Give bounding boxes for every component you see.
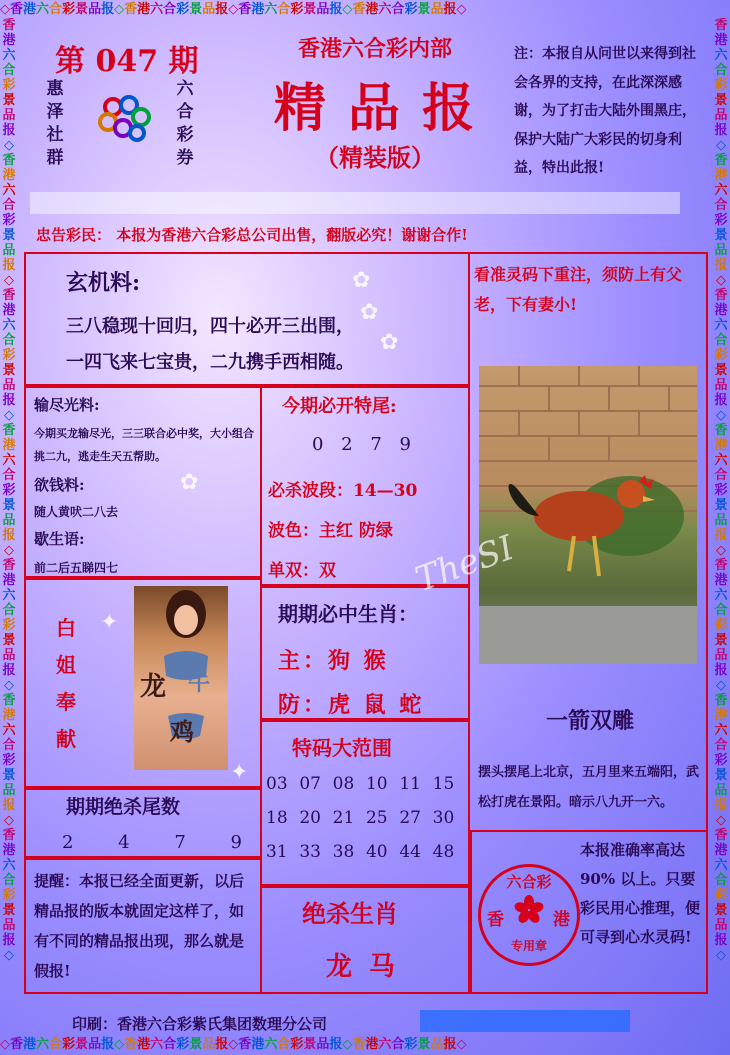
slogan-char: 惠 (46, 79, 64, 99)
lottery-logo-icon (96, 95, 156, 143)
girl-vertical-text (56, 610, 78, 758)
watermark-text: TheSI (410, 527, 520, 601)
vertical-char: 献 (56, 727, 76, 751)
left-vertical-slogan (44, 78, 66, 170)
vertical-char: 姐 (56, 653, 76, 677)
saying-heading: 歇生语: (34, 530, 85, 548)
kill-tail-number: 7 (174, 832, 186, 853)
right-border: 香港六合彩景品报◇香港六合彩景品报◇香港六合彩景品报◇香港六合彩景品报◇香港六合彩景品报◇香港六合彩景品报◇香港六合彩景品报◇ (714, 18, 728, 963)
left-border: 香港六合彩景品报◇香港六合彩景品报◇香港六合彩景品报◇香港六合彩景品报◇香港六合彩景品报◇香港六合彩景品报◇香港六合彩景品报◇ (2, 18, 16, 963)
range-number: 18 (266, 808, 288, 828)
loss-text: 今期买龙输尽光，三三联合必中奖，大小组合挑二九，逃走生天五帮助。 (34, 427, 254, 463)
saying-text: 前二后五睇四七 (34, 561, 119, 575)
range-numbers (266, 774, 466, 862)
vertical-char: 奉 (56, 690, 76, 714)
sparkle-icon: ✿ (360, 300, 379, 325)
kill-tail-number: 4 (118, 832, 130, 853)
range-number: 10 (365, 774, 388, 794)
wave-color: 波色：主红 防绿 (268, 521, 393, 541)
yijian-text: 摆头摆尾上北京，五月里来五端阳，武松打虎在景阳。暗示八九开一六。 (478, 765, 700, 810)
range-number: 11 (399, 774, 421, 794)
range-title: 特码大范围 (292, 736, 392, 760)
sparkle-icon: ✿ (380, 330, 399, 355)
slogan-char: 六 (176, 79, 194, 99)
range-number: 38 (332, 842, 355, 862)
right-top-slogan: 看准灵码下重注，须防上有父老，下有妻小! (474, 265, 683, 314)
rooster-image (479, 366, 697, 664)
kill-tail-number: 9 (230, 832, 242, 853)
edition-label: （精装版） (315, 143, 435, 172)
money-text: 随人黄吠二八去 (34, 505, 119, 519)
zodiac-main: 主：狗 猴 (278, 648, 389, 674)
sparkle-icon: ✿ (180, 470, 199, 495)
sparkle-icon: ✦ (100, 610, 119, 635)
overlay-dragon: 龙 (140, 672, 167, 702)
slogan-char: 券 (176, 148, 194, 168)
range-number: 07 (299, 774, 321, 794)
slogan-char: 彩 (176, 125, 194, 145)
slogan-char: 合 (176, 102, 194, 122)
issue-number: 第 047 期 (55, 44, 199, 79)
range-number: 30 (432, 808, 455, 828)
kill-tail-number: 2 (62, 832, 74, 853)
vertical-char: 白 (56, 616, 76, 640)
bottom-border: ◇香港六合彩景品报◇香港六合彩景品报◇香港六合彩景品报◇香港六合彩景品报◇ (0, 1037, 467, 1052)
special-tail-numbers: 0 2 7 9 (312, 434, 417, 455)
range-number: 27 (399, 808, 421, 828)
seal-top-text: 六合彩 (506, 873, 552, 891)
slogan-char: 泽 (46, 102, 64, 122)
kill-tail-title: 期期绝杀尾数 (66, 796, 181, 818)
xuanji-line-2: 一四飞来七宝贵，二九携手西相随。 (66, 352, 354, 373)
accuracy-text: 本报准确率高达 90% 以上。只要彩民用心推理，便可寻到心水灵码! (580, 841, 701, 946)
rooster-photo (479, 366, 697, 664)
zodiac-kill-title: 绝杀生肖 (302, 899, 398, 928)
xuanji-heading: 玄机料: (66, 270, 141, 296)
organization-name: 香港六合彩内部 (297, 36, 452, 62)
bauhinia-flower-icon (514, 895, 544, 925)
range-number: 40 (365, 842, 388, 862)
header-divider-band (30, 192, 680, 214)
kill-wave: 必杀波段：14—30 (268, 481, 418, 501)
reminder-text: 提醒：本报已经全面更新，以后精品报的版本就固定这样了，如有不同的精品报出现，那么就是假报! (34, 872, 245, 980)
seal-right-text: 港 (553, 910, 570, 930)
seal-left-text: 香 (487, 910, 504, 930)
range-number: 08 (332, 774, 355, 794)
print-bar (420, 1010, 630, 1032)
range-number: 20 (299, 808, 321, 828)
range-number: 44 (399, 842, 421, 862)
print-info: 印刷：香港六合彩紫氏集团数理分公司 (72, 1015, 328, 1033)
newspaper-title: 精 品 报 (273, 78, 477, 139)
top-border: ◇香港六合彩景品报◇香港六合彩景品报◇香港六合彩景品报◇香港六合彩景品报◇ (0, 2, 467, 17)
slogan-char: 社 (46, 125, 64, 145)
zodiac-guard: 防：虎 鼠 蛇 (278, 692, 425, 718)
yijian-title: 一箭双雕 (546, 708, 635, 734)
sparkle-icon: ✿ (352, 268, 371, 293)
warning-line: 忠告彩民： 本报为香港六合彩总公司出售，翻版必究！谢谢合作! (36, 226, 468, 244)
range-number: 15 (432, 774, 455, 794)
range-number: 33 (299, 842, 321, 862)
range-number: 48 (432, 842, 455, 862)
odd-even: 单双：双 (268, 561, 336, 581)
right-vertical-slogan (174, 78, 196, 170)
special-tail-title: 今期必开特尾: (282, 396, 397, 417)
official-seal (478, 864, 580, 966)
sparkle-icon: ✦ (230, 760, 249, 785)
overlay-rooster: 鸡 (170, 717, 194, 746)
slogan-char: 群 (46, 148, 64, 168)
range-number: 03 (266, 774, 288, 794)
money-heading: 欲钱料: (34, 476, 85, 494)
xuanji-line-1: 三八稳现十回归，四十必开三出围， (66, 316, 354, 337)
range-number: 21 (332, 808, 355, 828)
seal-bottom-text: 专用章 (510, 939, 547, 953)
kill-tail-numbers (62, 832, 242, 853)
zodiac-title: 期期必中生肖： (278, 602, 418, 626)
range-number: 31 (266, 842, 288, 862)
header-note: 注：本报自从问世以来得到社会各界的支持，在此深深感谢，为了打击大陆外围黑庄，保护大陆广大彩民的切身利益，特出此报! (514, 46, 696, 176)
overlay-ox: 牛 (188, 670, 211, 696)
loss-heading: 输尽光料: (34, 396, 100, 414)
zodiac-kill-value: 龙 马 (326, 952, 400, 982)
range-number: 25 (365, 808, 388, 828)
